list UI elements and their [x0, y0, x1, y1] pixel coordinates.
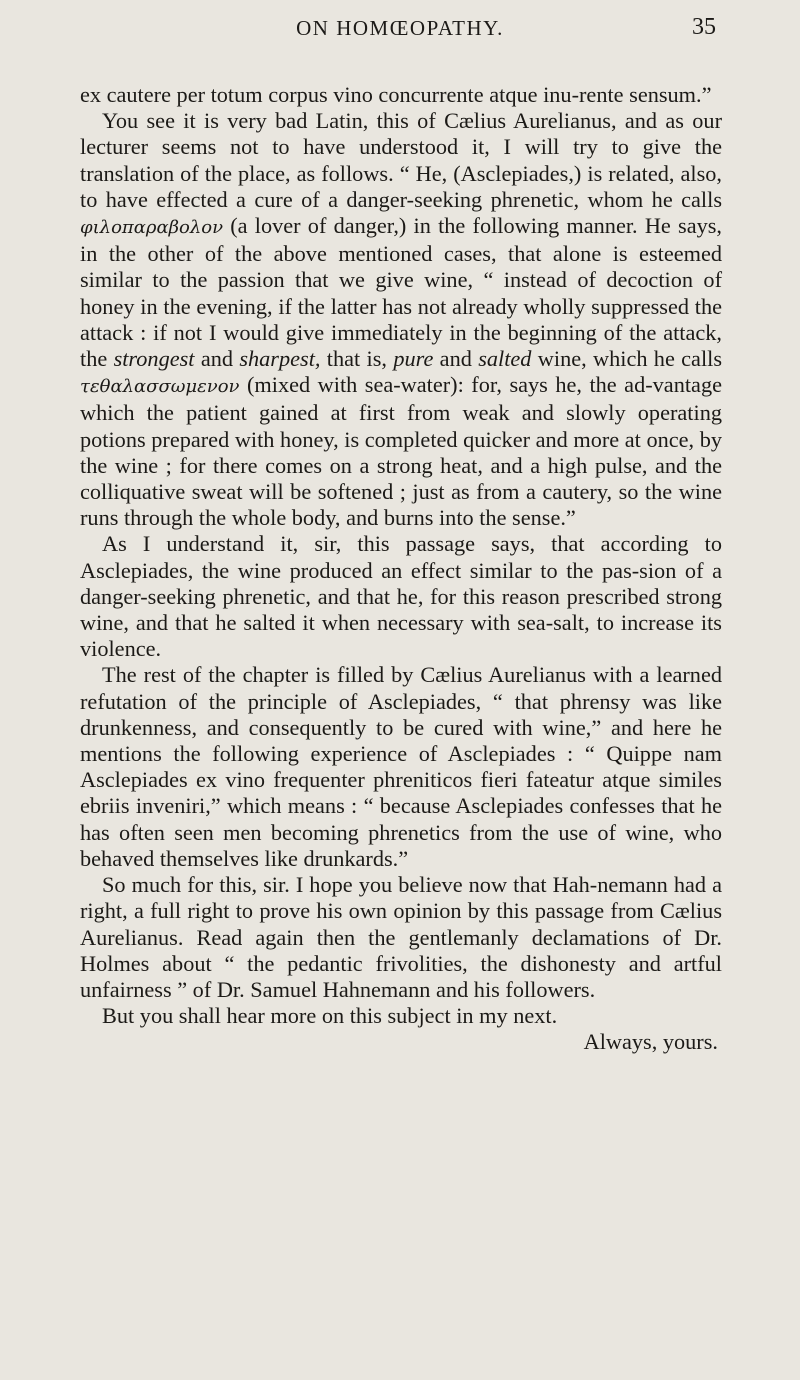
- paragraph-2-part-f: wine, which he calls: [531, 346, 723, 372]
- body-text: [80, 82, 722, 1056]
- page-number: 35: [692, 14, 716, 40]
- paragraph-2-part-a: You see it is very bad Latin, this of Cælius Aurelianus, and as our lecturer seems not to have understood it, I will try to give the translation of the place, as follows. “ He, (Asclepiades,) is related, also, to have effected a cure of a danger-seeking phrenetic, whom he calls: [80, 108, 722, 212]
- paragraph-2-part-g: (mixed with sea-water): for, says he, the ad-vantage which the patient gained at first from weak and slowly operating potions prepared with honey, is completed quicker and more at once, by the wine ; for there comes on a strong heat, and a high pulse, and the colliquative sweat will be softened ; just as from a cautery, so the wine runs through the whole body, and burns into the sense.”: [80, 372, 722, 531]
- running-head: [0, 14, 800, 54]
- paragraph-4: The rest of the chapter is filled by Cælius Aurelianus with a learned refutation of the principle of Asclepiades, “ that phrensy was like drunkenness, and consequently to be cured with wine,” and here he mentions the following experience of Asclepiades : “ Quippe nam Asclepiades ex vino frequenter phreniticos fieri fateatur atque similes ebriis inveniri,” which means : “ because Asclepiades confesses that he has often seen men becoming phrenetics from the use of wine, who behaved themselves like drunkards.”: [80, 662, 722, 871]
- paragraph-2-part-b: (a lover of danger,) in the following manner. He says, in the other of the above mentioned cases, that alone is esteemed similar to the passion that we give wine, “ instead of decoction of honey in the evening, if the latter has not already wholly suppressed the attack : if not I would give immediately in the beginning of the attack, the: [80, 213, 722, 372]
- emphasis-sharpest: sharpest,: [239, 346, 321, 372]
- emphasis-pure: pure: [393, 346, 434, 372]
- emphasis-strongest: strongest: [113, 346, 195, 372]
- paragraph-5: So much for this, sir. I hope you believe now that Hah-nemann had a right, a full right to prove his own opinion by this passage from Cælius Aurelianus. Read again then the gentlemanly declamations of Dr. Holmes about “ the pedantic frivolities, the dishonesty and artful unfairness ” of Dr. Samuel Hahnemann and his followers.: [80, 872, 722, 1002]
- paragraph-3: As I understand it, sir, this passage says, that according to Asclepiades, the wine produced an effect similar to the pas-sion of a danger-seeking phrenetic, and that he, for this reason prescribed strong wine, and that he salted it when necessary with sea-salt, to increase its violence.: [80, 531, 722, 662]
- paragraph-6: But you shall hear more on this subject in my next.: [102, 1003, 558, 1029]
- paragraph-2-part-c: and: [194, 346, 240, 372]
- running-title: ON HOMŒOPATHY.: [296, 16, 504, 40]
- greek-word-tethalassomenon: τεθαλασσωμενον: [80, 376, 240, 398]
- paragraph-2-part-d: that is,: [320, 346, 394, 372]
- greek-word-philoparabolon: φιλοπαραβολον: [80, 217, 224, 239]
- paragraph-1: ex cautere per totum corpus vino concurrente atque inu-rente sensum.”: [80, 82, 712, 107]
- paragraph-2: [80, 108, 722, 531]
- sign-off: Always, yours.: [583, 1029, 718, 1055]
- emphasis-salted: salted: [478, 346, 532, 372]
- paragraph-2-part-e: and: [433, 346, 479, 372]
